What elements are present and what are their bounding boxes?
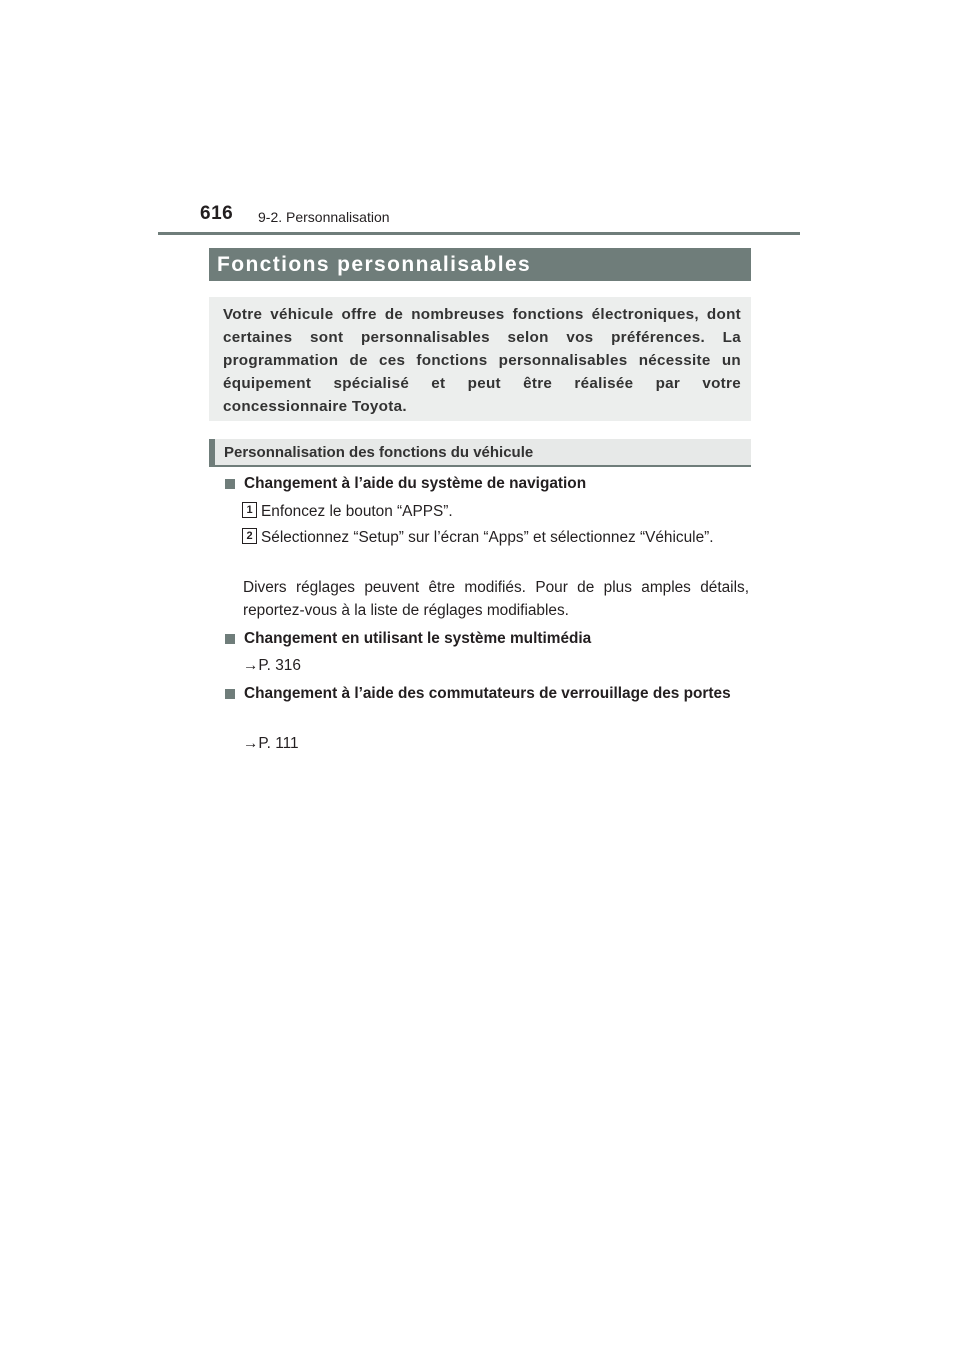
square-bullet-icon	[225, 634, 235, 644]
intro-text: Votre véhicule offre de nombreuses fonctions électroniques, dont certaines sont personnalisables selon vos préférences. La programmation de ces fonctions personnalisables nécessite un équipement spécialisé et peut être réalisée par votre concessionnaire Toyota.	[223, 306, 741, 415]
square-bullet-icon	[225, 689, 235, 699]
step-number-badge: 2	[242, 528, 257, 544]
step-text: Enfoncez le bouton “APPS”.	[261, 503, 453, 520]
heading-text: Changement à l’aide du système de navigation	[244, 475, 587, 492]
step-number-badge: 1	[242, 502, 257, 518]
step-1	[242, 500, 750, 524]
note-paragraph: Divers réglages peuvent être modifiés. Pour de plus amples détails, reportez-vous à la liste de réglages modifiables.	[243, 579, 749, 619]
section-reference: 9-2. Personnalisation	[258, 209, 390, 225]
heading-text: Changement à l’aide des commutateurs de verrouillage des portes	[244, 685, 731, 702]
step-text: Sélectionnez “Setup” sur l’écran “Apps” et sélectionnez “Véhicule”.	[261, 529, 714, 546]
section-heading-multimedia	[225, 627, 750, 650]
subsection-title: Personnalisation des fonctions du véhicule	[224, 444, 534, 461]
square-bullet-icon	[225, 479, 235, 489]
page-title: Fonctions personnalisables	[217, 253, 532, 276]
header-divider	[158, 232, 800, 235]
section-heading-door-lock	[225, 682, 750, 705]
subsection-header	[209, 439, 751, 467]
intro-box	[209, 297, 751, 421]
page-number: 616	[200, 203, 234, 224]
page-reference-link[interactable]: →P. 316	[243, 657, 301, 674]
title-banner	[209, 248, 751, 281]
heading-text: Changement en utilisant le système multimédia	[244, 630, 592, 647]
page-reference-link[interactable]: →P. 111	[243, 735, 299, 752]
section-heading-navigation	[225, 472, 750, 495]
step-2	[242, 526, 750, 550]
